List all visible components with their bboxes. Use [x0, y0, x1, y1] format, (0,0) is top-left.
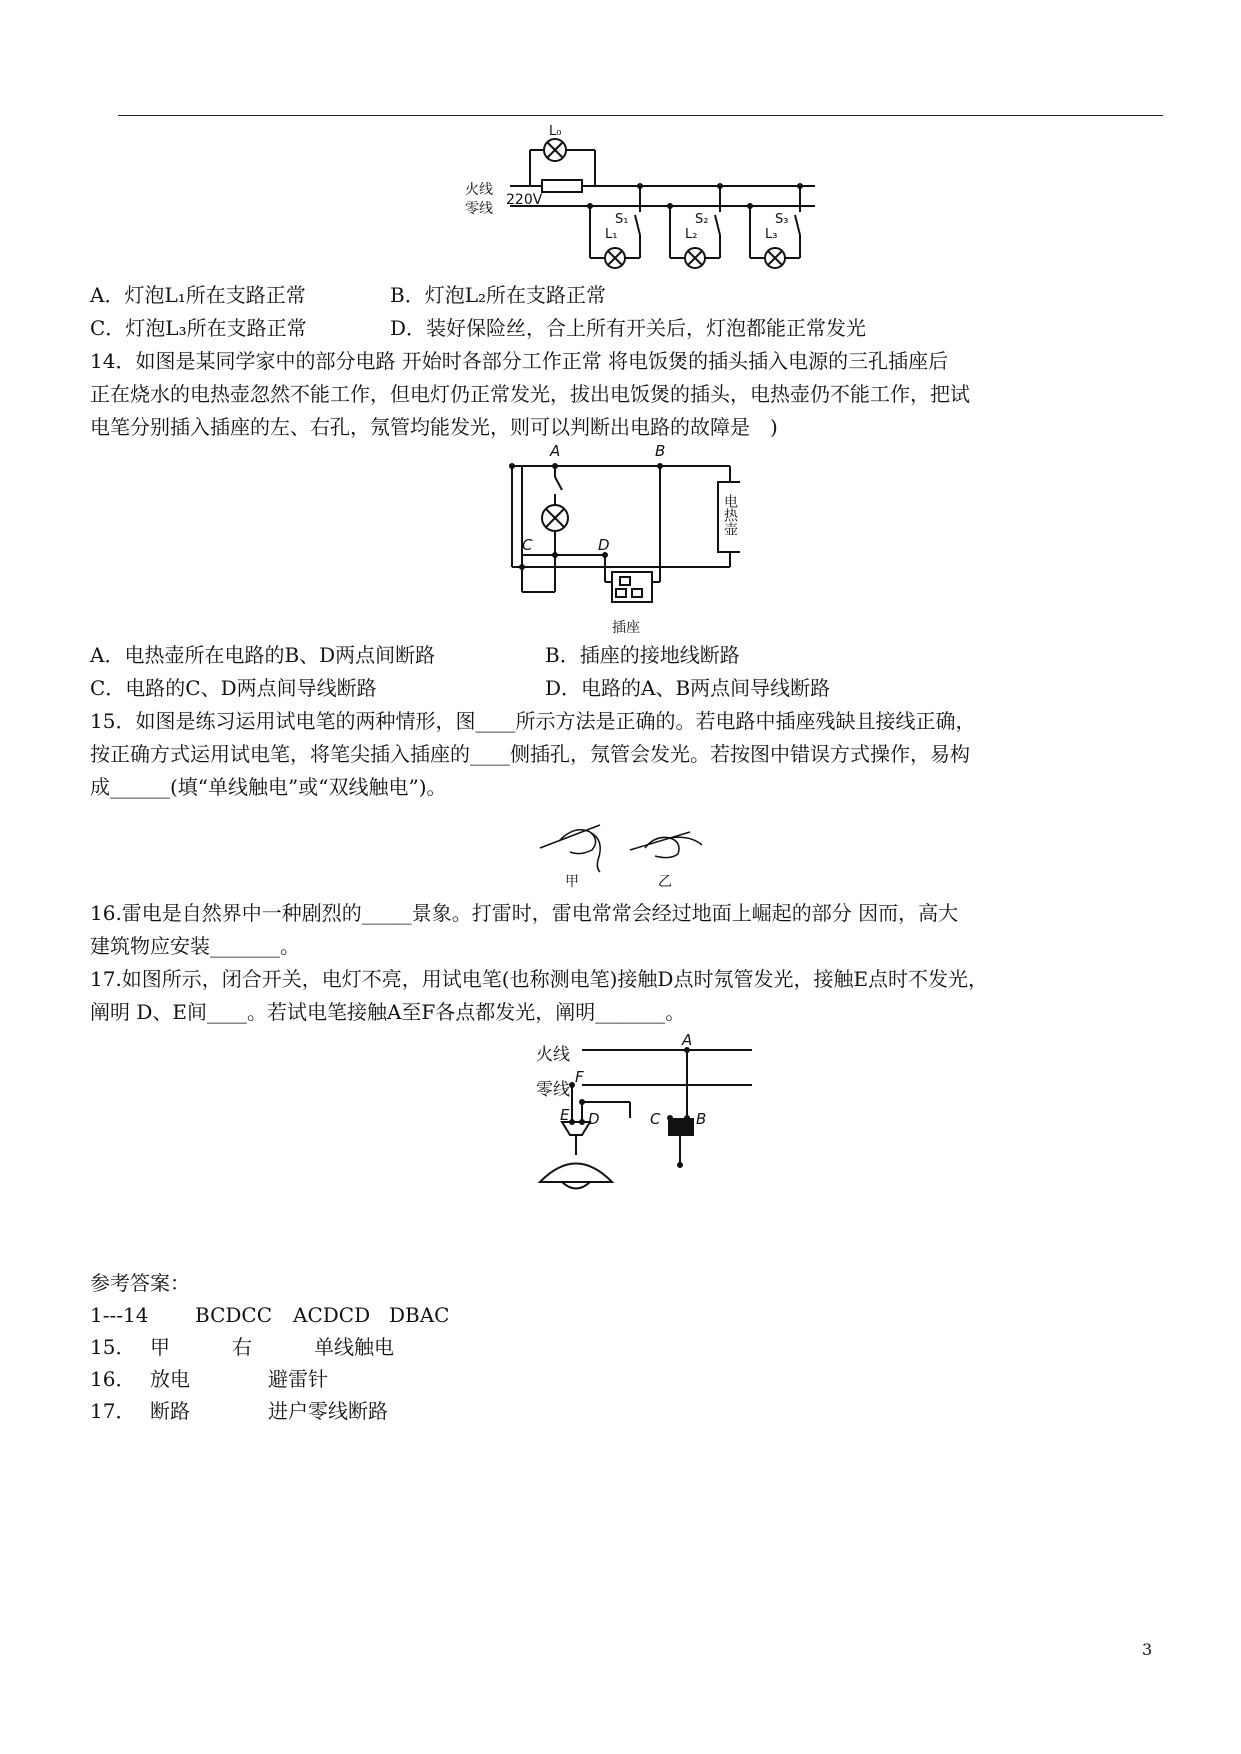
answer-row — [90, 1332, 394, 1362]
answer-cell: DBAC — [389, 1303, 450, 1327]
answer-cell: 断路 — [150, 1399, 190, 1423]
q14-text-line-3: 电笔分别插入插座的左、右孔，氖管均能发光，则可以判断出电路的故障是 ) — [90, 415, 778, 439]
q13-label-s1: S₁ — [615, 212, 629, 227]
answer-cell: 15． — [90, 1335, 136, 1359]
q13-option-d: D．装好保险丝，合上所有开关后，灯泡都能正常发光 — [390, 316, 867, 340]
q14-option-a: A．电热壶所在电路的B、D两点间断路 — [90, 643, 436, 667]
q13-option-a: A．灯泡L₁所在支路正常 — [90, 283, 306, 307]
answer-cell: 甲 — [150, 1335, 170, 1359]
q17-text-line-2: 阐明 D、E间____。若试电笔接触A至F各点都发光，阐明_______。 — [90, 1000, 686, 1024]
q14-label-d: D — [598, 536, 610, 554]
answer-row — [90, 1364, 328, 1394]
q14-label-a: A — [550, 442, 561, 460]
q14-option-d: D．电路的A、B两点间导线断路 — [545, 676, 831, 700]
header-rule — [118, 115, 1163, 116]
q17-label-c: C — [650, 1110, 661, 1128]
q14-label-c: C — [522, 536, 533, 554]
q15-test-pen-figure — [530, 810, 710, 890]
answer-cell: 放电 — [150, 1367, 190, 1391]
q17-label-live-wire: 火线 — [536, 1045, 570, 1065]
answer-cell: 16． — [90, 1367, 136, 1391]
answer-cell: BCDCC — [195, 1303, 273, 1327]
q17-text-line-1: 17.如图所示，闭合开关，电灯不亮，用试电笔(也称测电笔)接触D点时氖管发光，接触E点时不发光， — [90, 967, 989, 991]
q14-socket-label: 插座 — [612, 620, 640, 636]
q15-text-line-2: 按正确方式运用试电笔，将笔尖插入插座的____侧插孔，氖管会发光。若按图中错误方式操作，易构 — [90, 742, 970, 766]
answer-cell: 进户零线断路 — [268, 1399, 388, 1423]
q13-label-neutral: 零线 — [465, 201, 493, 217]
q14-text-line-1: 14．如图是某同学家中的部分电路 开始时各部分工作正常 将电饭煲的插头插入电源的三孔插座后 — [90, 349, 949, 373]
q13-label-voltage: 220V — [506, 192, 543, 208]
q13-label-live: 火线 — [465, 182, 493, 198]
answer-cell: 1---14 — [90, 1303, 149, 1327]
q14-kettle-label: 电热壶 — [722, 494, 738, 536]
q17-label-b: B — [696, 1110, 707, 1128]
answer-cell: 单线触电 — [314, 1335, 394, 1359]
answer-row — [90, 1396, 388, 1426]
answer-row — [90, 1300, 449, 1330]
answer-cell: 右 — [232, 1335, 252, 1359]
q13-label-l3: L₃ — [765, 227, 778, 242]
q14-circuit-figure — [500, 442, 740, 642]
q15-label-jia: 甲 — [565, 874, 579, 890]
q14-option-c: C．电路的C、D两点间导线断路 — [90, 676, 377, 700]
q13-label-s3: S₃ — [775, 212, 789, 227]
q13-option-b: B．灯泡L₂所在支路正常 — [390, 283, 606, 307]
q13-label-s2: S₂ — [695, 212, 709, 227]
q16-text-line-1: 16.雷电是自然界中一种剧烈的_____景象。打雷时，雷电常常会经过地面上崛起的部分 因而，高大 — [90, 901, 959, 925]
q14-option-b: B．插座的接地线断路 — [545, 643, 740, 667]
q17-label-d: D — [588, 1110, 600, 1128]
q17-label-neutral-wire: 零线 — [536, 1080, 570, 1100]
q15-label-yi: 乙 — [658, 874, 672, 890]
answer-cell: ACDCD — [293, 1303, 371, 1327]
q13-circuit-figure — [465, 120, 825, 270]
q13-label-l2: L₂ — [685, 227, 698, 242]
q14-label-b: B — [655, 442, 666, 460]
q16-text-line-2: 建筑物应安装_______。 — [90, 934, 300, 958]
page-number: 3 — [1142, 1640, 1153, 1659]
q14-text-line-2: 正在烧水的电热壶忽然不能工作，但电灯仍正常发光，拔出电饭煲的插头，电热壶仍不能工作，把试 — [90, 382, 970, 406]
answer-cell: 17． — [90, 1399, 136, 1423]
q13-option-c: C．灯泡L₃所在支路正常 — [90, 316, 307, 340]
q15-text-line-1: 15．如图是练习运用试电笔的两种情形，图____所示方法是正确的。若电路中插座残缺且接线正确， — [90, 709, 976, 733]
answers-title: 参考答案： — [90, 1271, 190, 1295]
q15-text-line-3: 成______(填“单线触电”或“双线触电”)。 — [90, 775, 447, 799]
q17-label-a: A — [682, 1031, 693, 1049]
answer-cell: 避雷针 — [268, 1367, 328, 1391]
q13-label-l0: L₀ — [549, 124, 562, 139]
q17-label-e: E — [560, 1106, 570, 1124]
q13-label-l1: L₁ — [605, 227, 618, 242]
q17-label-f: F — [575, 1068, 584, 1086]
